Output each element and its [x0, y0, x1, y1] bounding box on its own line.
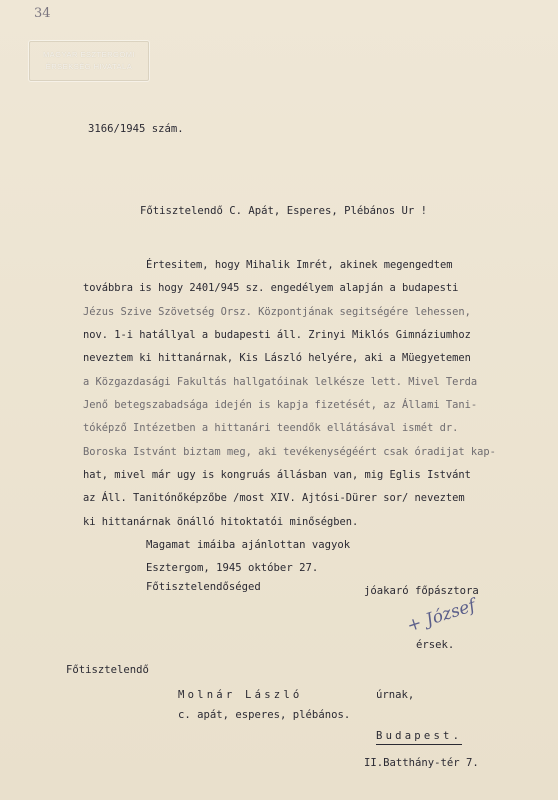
addressee-suffix: úrnak, [376, 689, 415, 701]
closing-recommend: Magamat imáiba ajánlottan vagyok [146, 539, 351, 551]
body-line: tóképző Intézetben a hittanári teendők ellátásával ismét dr. [83, 422, 459, 434]
salutation: Főtisztelendő C. Apát, Esperes, Plébános Ur ! [140, 205, 428, 217]
body-line: ki hittanárnak önálló hitoktatói minőségben. [83, 516, 359, 528]
body-line: Értesitem, hogy Mihalik Imrét, akinek megengedtem [146, 259, 453, 271]
closing-address-form: Főtisztelendőséged [146, 581, 261, 593]
body-line: hat, mivel már ugy is kongruás állásban van, mig Eglis Istvánt [83, 469, 471, 481]
seal-text-line-1: MAGYAR ESZTERGOMI [42, 50, 136, 59]
body-line: az Áll. Tanitónőképzőbe /most XIV. Ajtósi-Dürer sor/ neveztem [83, 492, 465, 504]
seal-text-line-2: ÉRSEKSÉG HIVATALA [45, 62, 133, 71]
body-line: a Közgazdasági Fakultás hallgatóinak lelkésze lett. Mivel Terda [83, 376, 478, 388]
addressee-honorific: Főtisztelendő [66, 664, 149, 676]
body-line: Boroska Istvánt biztam meg, aki tevékenységéért csak óradijat kap- [83, 446, 496, 458]
addressee-name: Molnár László [178, 689, 303, 701]
reference-number: 3166/1945 szám. [88, 123, 184, 135]
body-line: továbbra is hogy 2401/945 sz. engedélyem alapján a budapesti [83, 282, 459, 294]
body-line: Jézus Szive Szövetség Orsz. Központjának segitségére lehessen, [83, 306, 471, 318]
pencil-folio-number: 34 [34, 6, 51, 21]
handwritten-signature: + József [404, 595, 479, 637]
body-line: nov. 1-i hatállyal a budapesti áll. Zrinyi Miklós Gimnáziumhoz [83, 329, 471, 341]
body-line: neveztem ki hittanárnak, Kis László helyére, aki a Müegyetemen [83, 352, 471, 364]
body-line: Jenő betegszabadsága idején is kapja fizetését, az Állami Tani- [83, 399, 478, 411]
addressee-role: c. apát, esperes, plébános. [178, 709, 351, 721]
embossed-seal [28, 40, 150, 82]
addressee-city: Budapest. [376, 729, 462, 745]
closing-place-date: Esztergom, 1945 október 27. [146, 562, 319, 574]
addressee-street: II.Batthány-tér 7. [364, 757, 479, 769]
closing-benevolent: jóakaró főpásztora [364, 585, 479, 597]
signer-title: érsek. [416, 639, 455, 651]
